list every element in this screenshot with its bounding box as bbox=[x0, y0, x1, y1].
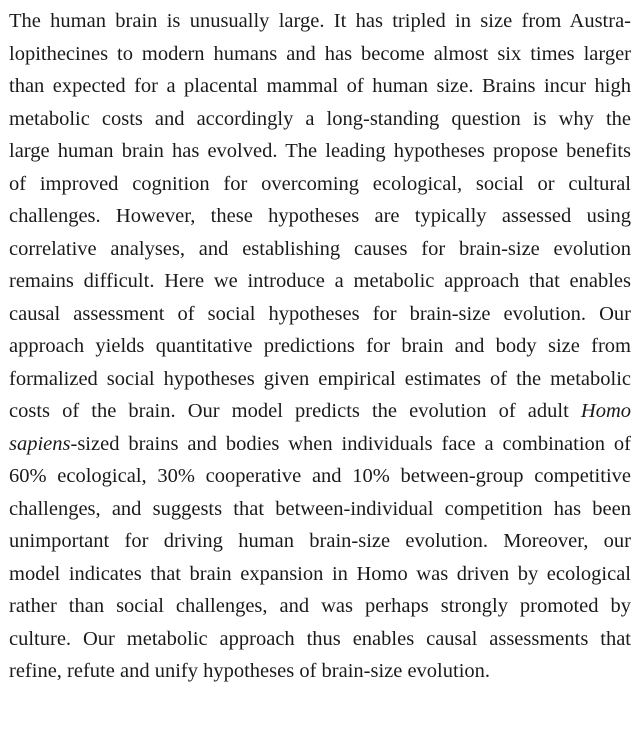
text-line: large human brain has evolved. The leading hypotheses propose benefits bbox=[9, 140, 631, 162]
text-line: approach yields quantitative predictions for brain and body size from bbox=[9, 335, 631, 357]
text-line: correlative analyses, and establishing causes for brain-size evolution bbox=[9, 237, 631, 260]
text-line: 60% ecological, 30% cooperative and 10% between-group competitive bbox=[9, 465, 631, 487]
text-line: unimportant for driving human brain-size evolution. Moreover, our bbox=[9, 530, 631, 552]
text-line: remains difficult. Here we introduce a metabolic approach that enables bbox=[9, 270, 631, 292]
text-line: metabolic costs and accordingly a long-standing question is why the bbox=[9, 107, 631, 130]
text-line-homo bbox=[9, 395, 631, 428]
text-line: lopithecines to modern humans and has become almost six times larger bbox=[9, 42, 631, 65]
text-line: rather than social challenges, and was perhaps strongly promoted by bbox=[9, 595, 631, 617]
italic-sapiens: sapiens bbox=[9, 432, 71, 455]
italic-homo: Homo bbox=[580, 400, 631, 422]
text-line: model indicates that brain expansion in Homo was driven by ecological bbox=[9, 562, 631, 585]
text-fragment: costs of the brain. Our model predicts the evolution of adult bbox=[9, 400, 569, 422]
text-line: challenges. However, these hypotheses are typically assessed using bbox=[9, 205, 631, 227]
text-fragment: -sized brains and bodies when individuals face a combination of bbox=[70, 432, 631, 455]
text-line: formalized social hypotheses given empirical estimates of the metabolic bbox=[9, 367, 631, 390]
abstract-text bbox=[9, 5, 631, 688]
text-line: The human brain is unusually large. It has tripled in size from Austra- bbox=[9, 10, 631, 32]
text-line: of improved cognition for overcoming ecological, social or cultural bbox=[9, 172, 631, 195]
text-line: than expected for a placental mammal of human size. Brains incur high bbox=[9, 75, 631, 97]
text-line: refine, refute and unify hypotheses of brain-size evolution. bbox=[9, 660, 491, 682]
text-line: causal assessment of social hypotheses for brain-size evolution. Our bbox=[9, 302, 631, 325]
text-line: challenges, and suggests that between-individual competition has been bbox=[9, 497, 631, 520]
text-line-sapiens bbox=[9, 428, 631, 461]
text-line: culture. Our metabolic approach thus enables causal assessments that bbox=[9, 627, 631, 650]
